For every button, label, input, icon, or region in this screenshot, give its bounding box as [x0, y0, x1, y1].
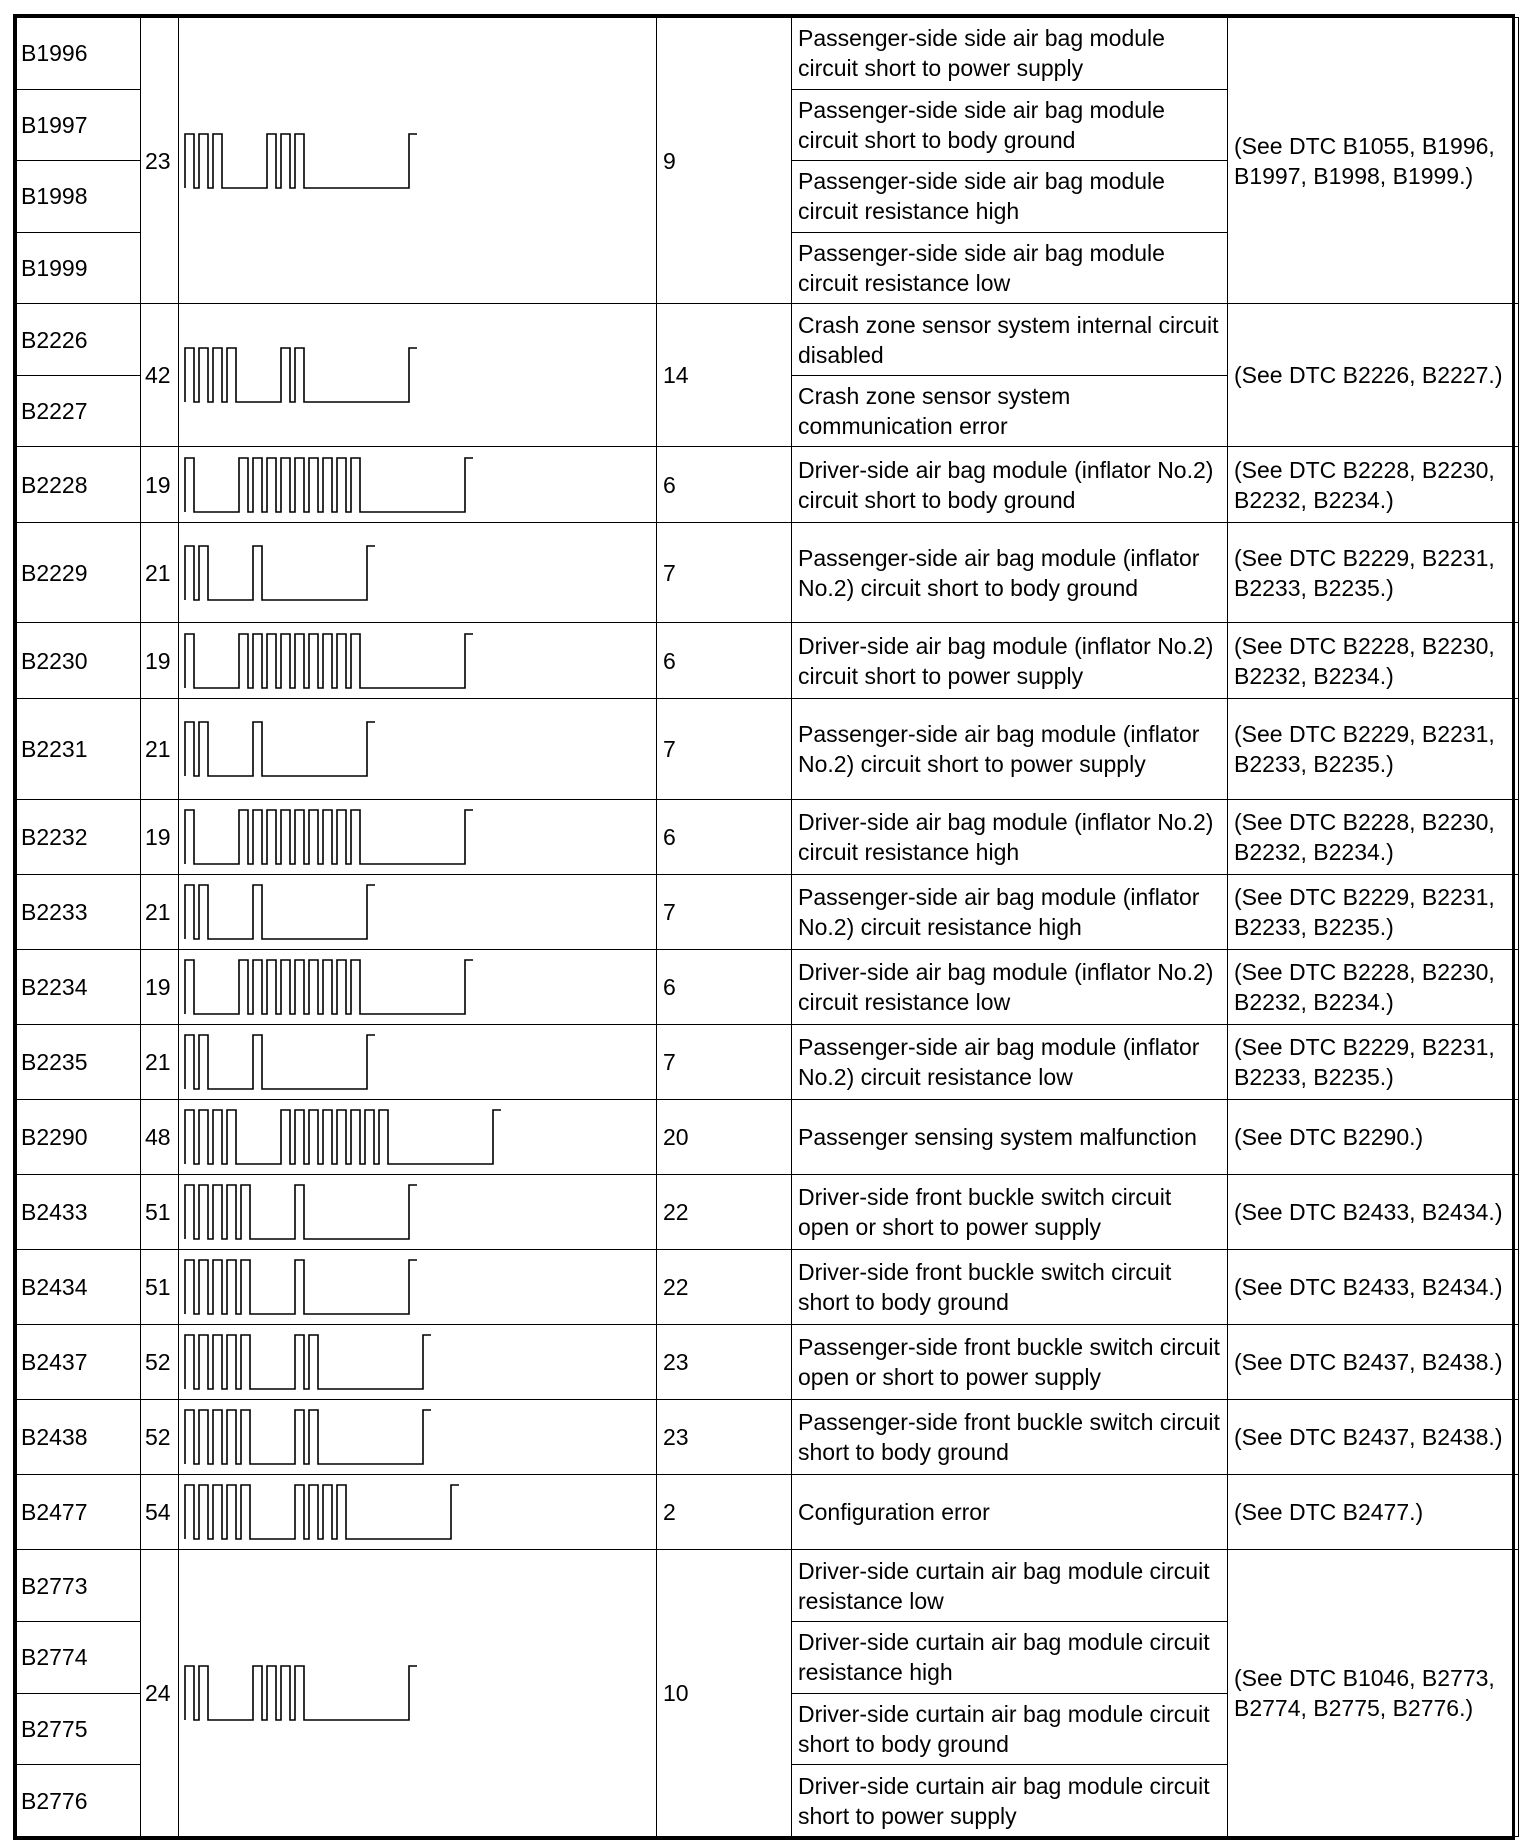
table-row	[17, 623, 1519, 698]
flash-time: 22	[657, 1250, 792, 1325]
blink-waveform	[179, 1033, 649, 1091]
flash-count: 21	[141, 522, 179, 623]
blink-pattern	[179, 18, 657, 304]
blink-waveform	[179, 1664, 649, 1722]
dtc-code: B2774	[17, 1622, 141, 1694]
dtc-description: Passenger-side air bag module (inflator No.2) circuit short to power supply	[792, 698, 1228, 799]
dtc-table	[16, 17, 1519, 1837]
flash-time: 6	[657, 949, 792, 1024]
flash-time: 6	[657, 447, 792, 522]
waveform-line	[185, 1260, 417, 1314]
flash-time: 20	[657, 1099, 792, 1174]
blink-waveform	[179, 1483, 649, 1541]
flash-time: 7	[657, 522, 792, 623]
blink-pattern	[179, 949, 657, 1024]
flash-count: 19	[141, 799, 179, 874]
dtc-code: B2434	[17, 1250, 141, 1325]
dtc-description: Passenger-side side air bag module circuit resistance low	[792, 232, 1228, 304]
flash-time: 6	[657, 799, 792, 874]
waveform-line	[185, 1335, 431, 1389]
dtc-description: Driver-side front buckle switch circuit open or short to power supply	[792, 1174, 1228, 1249]
table-row	[17, 698, 1519, 799]
dtc-code: B1999	[17, 232, 141, 304]
dtc-description: Crash zone sensor system internal circuit disabled	[792, 304, 1228, 376]
table-row	[17, 1325, 1519, 1400]
flash-count: 19	[141, 949, 179, 1024]
blink-pattern	[179, 799, 657, 874]
flash-count: 24	[141, 1550, 179, 1837]
flash-count: 21	[141, 698, 179, 799]
blink-waveform	[179, 720, 649, 778]
dtc-code: B2231	[17, 698, 141, 799]
table-row	[17, 799, 1519, 874]
flash-count: 21	[141, 1024, 179, 1099]
dtc-code: B2228	[17, 447, 141, 522]
dtc-reference: (See DTC B2229, B2231, B2233, B2235.)	[1228, 1024, 1519, 1099]
blink-waveform	[179, 132, 649, 190]
dtc-code: B2229	[17, 522, 141, 623]
dtc-table-sheet	[13, 14, 1515, 1840]
blink-waveform	[179, 808, 649, 866]
dtc-code: B2773	[17, 1550, 141, 1622]
waveform-line	[185, 810, 473, 864]
dtc-description: Driver-side air bag module (inflator No.2) circuit resistance low	[792, 949, 1228, 1024]
flash-count: 42	[141, 304, 179, 447]
table-row	[17, 18, 1519, 90]
dtc-reference: (See DTC B2433, B2434.)	[1228, 1250, 1519, 1325]
blink-pattern	[179, 1024, 657, 1099]
blink-waveform	[179, 632, 649, 690]
dtc-description: Driver-side air bag module (inflator No.2) circuit short to body ground	[792, 447, 1228, 522]
flash-count: 19	[141, 623, 179, 698]
flash-count: 48	[141, 1099, 179, 1174]
table-row	[17, 874, 1519, 949]
dtc-reference: (See DTC B2229, B2231, B2233, B2235.)	[1228, 874, 1519, 949]
blink-waveform	[179, 1333, 649, 1391]
dtc-description: Passenger-side front buckle switch circuit open or short to power supply	[792, 1325, 1228, 1400]
flash-time: 9	[657, 18, 792, 304]
waveform-line	[185, 1410, 431, 1464]
blink-pattern	[179, 1099, 657, 1174]
flash-time: 2	[657, 1475, 792, 1550]
dtc-reference: (See DTC B2228, B2230, B2232, B2234.)	[1228, 623, 1519, 698]
flash-count: 51	[141, 1250, 179, 1325]
dtc-code: B2438	[17, 1400, 141, 1475]
dtc-reference: (See DTC B2433, B2434.)	[1228, 1174, 1519, 1249]
dtc-description: Passenger-side air bag module (inflator No.2) circuit resistance high	[792, 874, 1228, 949]
table-row	[17, 1024, 1519, 1099]
table-row	[17, 1174, 1519, 1249]
dtc-reference: (See DTC B2228, B2230, B2232, B2234.)	[1228, 447, 1519, 522]
dtc-description: Driver-side air bag module (inflator No.2) circuit short to power supply	[792, 623, 1228, 698]
blink-waveform	[179, 883, 649, 941]
flash-count: 52	[141, 1400, 179, 1475]
flash-count: 51	[141, 1174, 179, 1249]
dtc-description: Driver-side curtain air bag module circuit resistance high	[792, 1622, 1228, 1694]
flash-time: 7	[657, 698, 792, 799]
blink-pattern	[179, 447, 657, 522]
blink-waveform	[179, 958, 649, 1016]
dtc-reference: (See DTC B1055, B1996, B1997, B1998, B1999.)	[1228, 18, 1519, 304]
blink-waveform	[179, 456, 649, 514]
blink-pattern	[179, 1174, 657, 1249]
waveform-line	[185, 1035, 375, 1089]
table-row	[17, 304, 1519, 376]
blink-pattern	[179, 522, 657, 623]
dtc-description: Crash zone sensor system communication error	[792, 375, 1228, 447]
dtc-code: B2234	[17, 949, 141, 1024]
dtc-reference: (See DTC B2437, B2438.)	[1228, 1400, 1519, 1475]
blink-waveform	[179, 1108, 649, 1166]
dtc-code: B2290	[17, 1099, 141, 1174]
flash-time: 7	[657, 874, 792, 949]
flash-count: 19	[141, 447, 179, 522]
waveform-line	[185, 1110, 501, 1164]
dtc-reference: (See DTC B2477.)	[1228, 1475, 1519, 1550]
waveform-line	[185, 1666, 417, 1720]
dtc-description: Driver-side curtain air bag module circuit short to power supply	[792, 1765, 1228, 1837]
flash-time: 6	[657, 623, 792, 698]
table-row	[17, 949, 1519, 1024]
dtc-code: B2227	[17, 375, 141, 447]
waveform-line	[185, 348, 417, 402]
dtc-description: Driver-side air bag module (inflator No.2) circuit resistance high	[792, 799, 1228, 874]
dtc-description: Passenger sensing system malfunction	[792, 1099, 1228, 1174]
dtc-code: B2437	[17, 1325, 141, 1400]
flash-time: 23	[657, 1325, 792, 1400]
dtc-code: B2433	[17, 1174, 141, 1249]
waveform-line	[185, 134, 417, 188]
flash-count: 23	[141, 18, 179, 304]
table-row	[17, 1475, 1519, 1550]
dtc-description: Driver-side front buckle switch circuit short to body ground	[792, 1250, 1228, 1325]
blink-pattern	[179, 1250, 657, 1325]
dtc-description: Driver-side curtain air bag module circuit short to body ground	[792, 1693, 1228, 1765]
blink-pattern	[179, 698, 657, 799]
waveform-line	[185, 546, 375, 600]
blink-waveform	[179, 1408, 649, 1466]
blink-pattern	[179, 1550, 657, 1837]
dtc-reference: (See DTC B2229, B2231, B2233, B2235.)	[1228, 522, 1519, 623]
dtc-description: Passenger-side side air bag module circuit short to body ground	[792, 89, 1228, 161]
dtc-description: Passenger-side side air bag module circuit resistance high	[792, 161, 1228, 233]
dtc-description: Passenger-side air bag module (inflator No.2) circuit resistance low	[792, 1024, 1228, 1099]
dtc-description: Configuration error	[792, 1475, 1228, 1550]
dtc-code: B2226	[17, 304, 141, 376]
flash-count: 21	[141, 874, 179, 949]
waveform-line	[185, 458, 473, 512]
dtc-reference: (See DTC B2229, B2231, B2233, B2235.)	[1228, 698, 1519, 799]
dtc-description: Passenger-side front buckle switch circuit short to body ground	[792, 1400, 1228, 1475]
blink-pattern	[179, 1325, 657, 1400]
table-row	[17, 1099, 1519, 1174]
blink-waveform	[179, 1183, 649, 1241]
dtc-description: Passenger-side side air bag module circuit short to power supply	[792, 18, 1228, 90]
dtc-code: B1997	[17, 89, 141, 161]
blink-waveform	[179, 1258, 649, 1316]
dtc-reference: (See DTC B2226, B2227.)	[1228, 304, 1519, 447]
blink-pattern	[179, 623, 657, 698]
blink-pattern	[179, 1475, 657, 1550]
dtc-code: B2235	[17, 1024, 141, 1099]
flash-time: 22	[657, 1174, 792, 1249]
dtc-reference: (See DTC B2228, B2230, B2232, B2234.)	[1228, 799, 1519, 874]
waveform-line	[185, 1185, 417, 1239]
dtc-code: B2230	[17, 623, 141, 698]
dtc-reference: (See DTC B1046, B2773, B2774, B2775, B2776.)	[1228, 1550, 1519, 1837]
blink-pattern	[179, 874, 657, 949]
table-row	[17, 447, 1519, 522]
dtc-code: B1996	[17, 18, 141, 90]
dtc-code: B2477	[17, 1475, 141, 1550]
flash-time: 10	[657, 1550, 792, 1837]
blink-waveform	[179, 346, 649, 404]
waveform-line	[185, 960, 473, 1014]
dtc-description: Passenger-side air bag module (inflator No.2) circuit short to body ground	[792, 522, 1228, 623]
waveform-line	[185, 722, 375, 776]
dtc-description: Driver-side curtain air bag module circuit resistance low	[792, 1550, 1228, 1622]
flash-time: 7	[657, 1024, 792, 1099]
waveform-line	[185, 885, 375, 939]
dtc-code: B2233	[17, 874, 141, 949]
waveform-line	[185, 1485, 459, 1539]
dtc-code: B1998	[17, 161, 141, 233]
blink-pattern	[179, 1400, 657, 1475]
flash-time: 23	[657, 1400, 792, 1475]
table-row	[17, 1550, 1519, 1622]
table-row	[17, 1250, 1519, 1325]
dtc-reference: (See DTC B2290.)	[1228, 1099, 1519, 1174]
flash-count: 54	[141, 1475, 179, 1550]
flash-time: 14	[657, 304, 792, 447]
flash-count: 52	[141, 1325, 179, 1400]
dtc-reference: (See DTC B2228, B2230, B2232, B2234.)	[1228, 949, 1519, 1024]
dtc-code: B2776	[17, 1765, 141, 1837]
waveform-line	[185, 634, 473, 688]
blink-pattern	[179, 304, 657, 447]
dtc-reference: (See DTC B2437, B2438.)	[1228, 1325, 1519, 1400]
table-row	[17, 522, 1519, 623]
blink-waveform	[179, 544, 649, 602]
dtc-code: B2775	[17, 1693, 141, 1765]
table-row	[17, 1400, 1519, 1475]
dtc-code: B2232	[17, 799, 141, 874]
